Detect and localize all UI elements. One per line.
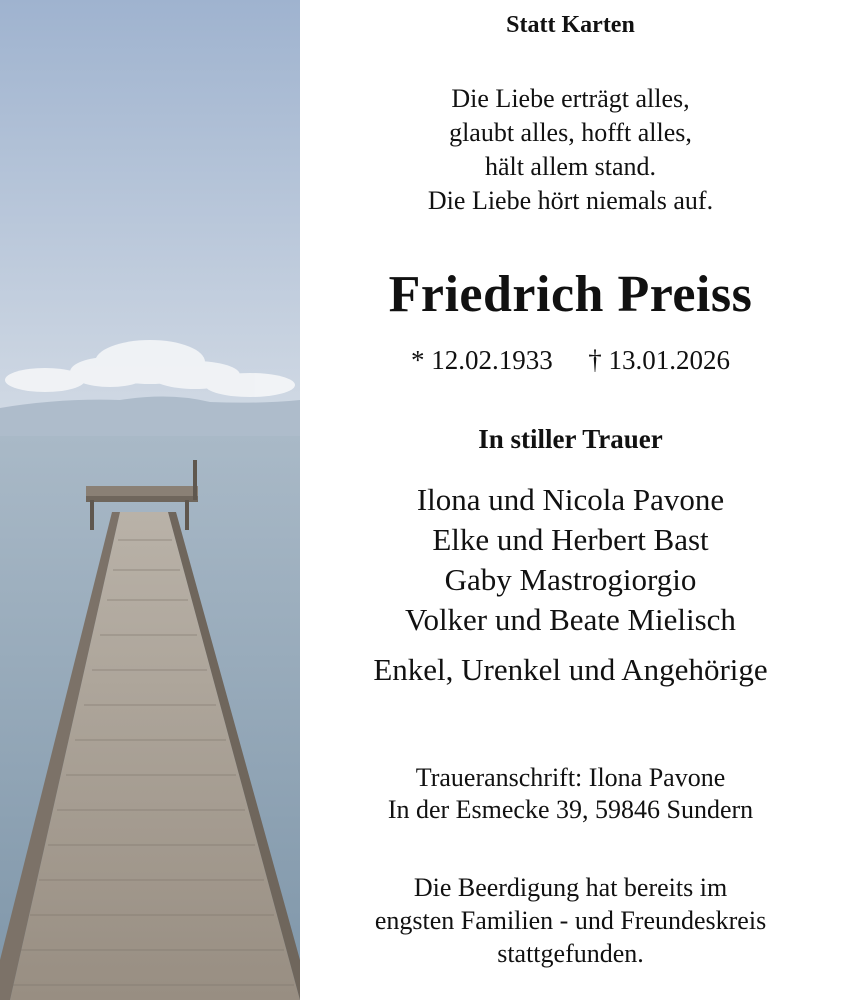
mourner-1: Ilona und Nicola Pavone bbox=[416, 482, 725, 517]
deceased-name: Friedrich Preiss bbox=[388, 266, 753, 323]
born-symbol: * bbox=[411, 345, 425, 375]
relatives-line: Enkel, Urenkel und Angehörige bbox=[373, 652, 768, 687]
mourning-heading: In stiller Trauer bbox=[478, 424, 663, 454]
funeral-note-line-1: Die Beerdigung hat bereits im bbox=[413, 873, 728, 902]
address-line-1: Traueranschrift: Ilona Pavone bbox=[415, 763, 726, 792]
mourner-2: Elke und Herbert Bast bbox=[432, 522, 709, 557]
funeral-note-line-2: engsten Familien - und Freundeskreis bbox=[374, 906, 767, 935]
verse-line-2: glaubt alles, hofft alles, bbox=[449, 118, 692, 147]
mourner-4: Volker und Beate Mielisch bbox=[405, 602, 736, 637]
verse-line-4: Die Liebe hört niemals auf. bbox=[427, 186, 714, 215]
pier-photo bbox=[0, 0, 300, 1000]
pier-illustration bbox=[0, 0, 300, 1000]
funeral-note-line-3: stattgefunden. bbox=[497, 939, 644, 968]
verse-line-3: hält allem stand. bbox=[484, 152, 657, 181]
obituary-text bbox=[300, 0, 841, 1000]
statt-karten-heading: Statt Karten bbox=[506, 12, 635, 38]
died-symbol: † bbox=[588, 345, 602, 375]
died-date: 13.01.2026 bbox=[608, 345, 730, 375]
mourner-3: Gaby Mastrogiorgio bbox=[444, 562, 697, 597]
born-date: 12.02.1933 bbox=[431, 345, 553, 375]
life-dates bbox=[300, 345, 841, 376]
verse-line-1: Die Liebe erträgt alles, bbox=[451, 84, 690, 113]
address-line-2: In der Esmecke 39, 59846 Sundern bbox=[387, 795, 754, 824]
